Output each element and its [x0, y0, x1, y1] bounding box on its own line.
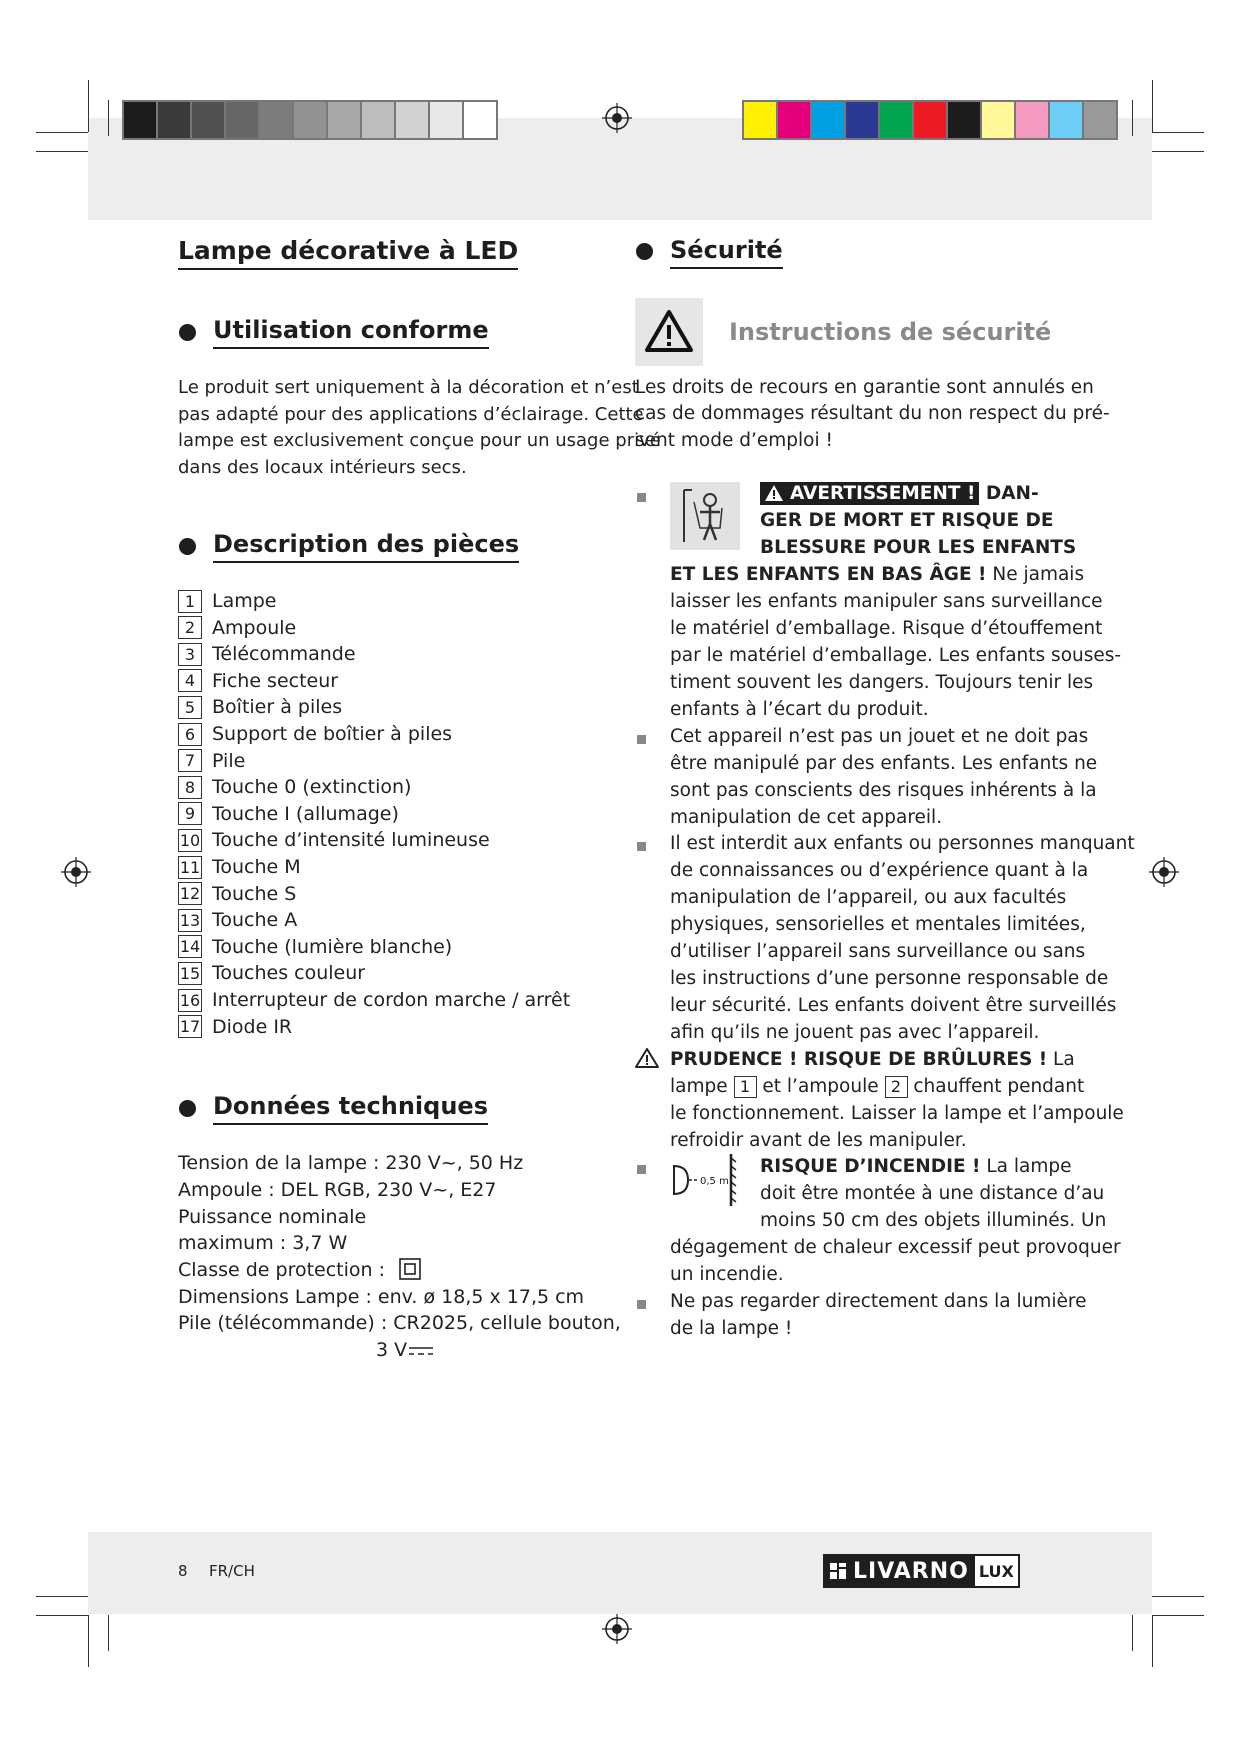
intro-line1: Les droits de recours en garantie sont annulés en: [635, 377, 1094, 398]
crop-mark: [88, 1615, 89, 1667]
brand-logo: [823, 1554, 1020, 1588]
part-label: Touche 0 (extinction): [212, 776, 412, 799]
parts-item: [178, 1015, 292, 1039]
forbidden-line2: de connaissances ou d’expérience quant à la: [670, 860, 1089, 881]
part-label: Touche S: [212, 882, 297, 905]
intro-line3: sent mode d’emploi !: [635, 430, 833, 451]
warning-rest3: par le matériel d’emballage. Les enfants souses-: [670, 645, 1122, 666]
safety-heading: Sécurité: [670, 236, 783, 269]
part-number-box: 6: [178, 723, 202, 746]
tech-ampoule: Ampoule : DEL RGB, 230 V~, E27: [178, 1179, 497, 1201]
parts-item: [178, 908, 297, 932]
caution-triangle-icon: [634, 1047, 660, 1069]
tech-pile-voltage: 3 V: [376, 1339, 408, 1361]
warning-rest1: laisser les enfants manipuler sans surveillance: [670, 591, 1103, 612]
fire-line1: RISQUE D’INCENDIE ! La lampe: [760, 1156, 1072, 1177]
burn-line4: refroidir avant de les manipuler.: [670, 1130, 967, 1151]
part-number-box: 14: [179, 937, 201, 957]
forbidden-line1: Il est interdit aux enfants ou personnes manquant: [670, 833, 1135, 854]
burn-line1: PRUDENCE ! RISQUE DE BRÛLURES ! La: [670, 1049, 1075, 1070]
crop-mark: [88, 80, 89, 132]
page-title: Lampe décorative à LED: [178, 236, 518, 270]
part-label: Touche M: [212, 856, 301, 878]
brand-suffix: LUX: [975, 1556, 1018, 1586]
registration-mark-bottom-icon: [602, 1614, 632, 1644]
color-bar: [742, 100, 1118, 140]
svg-text:0,5 m: 0,5 m: [700, 1176, 729, 1187]
part-label: Boîtier à piles: [212, 696, 343, 719]
crop-mark: [108, 100, 109, 136]
child-packaging-icon: [670, 482, 740, 550]
toy-line1: Cet appareil n’est pas un jouet et ne doit pas: [670, 726, 1089, 747]
fire-line5: un incendie.: [670, 1264, 784, 1285]
forbidden-line5: d’utiliser l’appareil sans surveillance ou sans: [670, 941, 1086, 962]
list-bullet: [637, 1165, 646, 1174]
forbidden-line7: leur sécurité. Les enfants doivent être surveillés: [670, 995, 1117, 1016]
tech-puissance-line1: Puissance nominale: [178, 1206, 367, 1228]
parts-item: [178, 802, 399, 826]
warning-tag: AVERTISSEMENT !: [760, 482, 979, 505]
fire-line4: dégagement de chaleur excessif peut provoquer: [670, 1237, 1121, 1258]
part-label: Télécommande: [212, 643, 356, 666]
part-number-box: 15: [179, 963, 201, 983]
part-number-box: 1: [178, 590, 202, 613]
usage-text: Le produit sert uniquement à la décoration et n’est pas adapté pour des applications d’éclairage. Cette lampe est exclusivement conçue pour un usage privé dans des locaux intérieurs secs.: [178, 377, 661, 478]
part-label: Touche d’intensité lumineuse: [212, 829, 490, 852]
crop-mark: [36, 132, 88, 133]
part-label: Lampe: [212, 590, 277, 612]
part-label: Interrupteur de cordon marche / arrêt: [212, 989, 571, 1011]
forbidden-line8: afin qu’ils ne jouent pas avec l’appareil.: [670, 1022, 1040, 1043]
forbidden-line6: les instructions d’une personne responsable de: [670, 968, 1109, 989]
part-number-box: 2: [178, 616, 202, 639]
ref-box-2: 2: [885, 1076, 908, 1098]
burn-line3: le fonctionnement. Laisser la lampe et l’ampoule: [670, 1103, 1124, 1124]
tech-puissance-line2: maximum : 3,7 W: [178, 1232, 348, 1254]
look-line1: Ne pas regarder directement dans la lumière: [670, 1291, 1087, 1312]
warning-rest2: le matériel d’emballage. Risque d’étouffement: [670, 618, 1103, 639]
parts-item: [178, 749, 245, 773]
list-bullet: [637, 735, 646, 744]
tech-classe-label: Classe de protection :: [178, 1259, 386, 1281]
warning-rest5: enfants à l’écart du produit.: [670, 699, 929, 720]
part-number-box: 9: [178, 802, 202, 825]
ref-box-1: 1: [734, 1076, 757, 1098]
forbidden-line4: physiques, sensorielles et mentales limitées,: [670, 914, 1086, 935]
language-code: FR/CH: [209, 1562, 255, 1580]
parts-heading: Description des pièces: [213, 530, 519, 563]
part-label: Touche (lumière blanche): [212, 935, 453, 958]
part-number-box: 17: [179, 1017, 201, 1037]
parts-item: [178, 722, 452, 746]
brand-mark-icon: [829, 1562, 847, 1580]
tech-tension: Tension de la lampe : 230 V~, 50 Hz: [178, 1152, 524, 1174]
tech-classe: [178, 1257, 421, 1284]
forbidden-line3: manipulation de l’appareil, ou aux facultés: [670, 887, 1067, 908]
parts-item: [178, 961, 365, 985]
tech-dimensions: Dimensions Lampe : env. ø 18,5 x 17,5 cm: [178, 1286, 585, 1308]
warning-line2: GER DE MORT ET RISQUE DE: [760, 510, 1054, 531]
part-label: Pile: [212, 749, 246, 772]
dc-symbol-icon: [408, 1344, 434, 1358]
crop-mark: [1152, 132, 1204, 133]
parts-item: [178, 828, 490, 852]
registration-mark-left-icon: [61, 857, 91, 887]
part-label: Touche A: [212, 909, 298, 932]
parts-item: [178, 855, 301, 879]
crop-mark: [1132, 100, 1133, 136]
part-number-box: 16: [179, 990, 201, 1010]
crop-mark: [1152, 1596, 1204, 1597]
parts-item: [178, 988, 570, 1012]
toy-line2: être manipulé par des enfants. Les enfants ne: [670, 753, 1098, 774]
crop-mark: [108, 1615, 109, 1651]
warning-line1: AVERTISSEMENT ! DAN-: [760, 481, 1039, 508]
part-label: Support de boîtier à piles: [212, 723, 453, 745]
part-number-box: 10: [179, 830, 201, 850]
part-number-box: 11: [179, 857, 201, 877]
list-bullet: [637, 842, 646, 851]
part-label: Diode IR: [212, 1015, 293, 1038]
instructions-title: Instructions de sécurité: [729, 318, 1052, 346]
part-label: Touches couleur: [212, 962, 366, 985]
distance-icon-box: [668, 1152, 738, 1208]
parts-item: [178, 589, 277, 613]
section-bullet: [636, 243, 653, 260]
part-number-box: 5: [178, 696, 202, 719]
list-bullet: [637, 1300, 646, 1309]
part-label: Ampoule: [212, 616, 297, 639]
warning-line4: ET LES ENFANTS EN BAS ÂGE ! Ne jamais: [670, 564, 1085, 585]
parts-item: [178, 775, 411, 799]
parts-item: [178, 642, 356, 666]
parts-item: [178, 616, 296, 640]
crop-mark: [1152, 151, 1204, 152]
parts-item: [178, 935, 452, 959]
part-label: Touche I (allumage): [212, 802, 399, 825]
warning-triangle-icon: [635, 298, 703, 366]
crop-mark: [36, 1596, 88, 1597]
tech-heading: Données techniques: [213, 1092, 488, 1125]
fire-line2: doit être montée à une distance d’au: [760, 1183, 1105, 1204]
section-bullet: [179, 538, 196, 555]
toy-line3: sont pas conscients des risques inhérents à la: [670, 780, 1097, 801]
parts-item: [178, 882, 296, 906]
page-number: 8: [178, 1562, 188, 1580]
usage-heading: Utilisation conforme: [213, 316, 489, 349]
tech-pile-line1: Pile (télécommande) : CR2025, cellule bouton,: [178, 1312, 621, 1334]
registration-mark-top-icon: [602, 103, 632, 133]
part-number-box: 4: [178, 669, 202, 692]
warning-rest4: timent souvent les dangers. Toujours tenir les: [670, 672, 1094, 693]
crop-mark: [36, 151, 88, 152]
part-label: Fiche secteur: [212, 669, 339, 692]
part-number-box: 12: [179, 884, 201, 904]
part-number-box: 7: [178, 749, 202, 772]
crop-mark: [1152, 1615, 1204, 1616]
protection-class-ii-icon: [399, 1258, 421, 1280]
section-bullet: [179, 324, 196, 341]
toy-line4: manipulation de cet appareil.: [670, 807, 943, 828]
part-number-box: 8: [178, 776, 202, 799]
warning-tag-triangle-icon: [764, 484, 784, 502]
grey-scale-bar: [122, 100, 498, 140]
parts-item: [178, 669, 338, 693]
crop-mark: [36, 1615, 88, 1616]
tech-pile-line2: [376, 1337, 434, 1364]
part-number-box: 3: [178, 643, 202, 666]
brand-name: LIVARNO: [853, 1558, 969, 1584]
list-bullet: [637, 493, 646, 502]
crop-mark: [1132, 1615, 1133, 1651]
distance-icon: [668, 1152, 738, 1208]
burn-line2: lampe 1 et l’ampoule 2 chauffent pendant: [670, 1076, 1085, 1097]
look-line2: de la lampe !: [670, 1318, 793, 1339]
intro-line2: cas de dommages résultant du non respect du pré-: [635, 403, 1110, 424]
child-warning-icon-box: [670, 482, 740, 550]
instructions-icon-box: [635, 298, 703, 366]
registration-mark-right-icon: [1149, 857, 1179, 887]
crop-mark: [1152, 80, 1153, 132]
fire-line3: moins 50 cm des objets illuminés. Un: [760, 1210, 1107, 1231]
warning-line3: BLESSURE POUR LES ENFANTS: [760, 537, 1077, 558]
crop-mark: [1152, 1615, 1153, 1667]
section-bullet: [179, 1100, 196, 1117]
parts-item: [178, 695, 342, 719]
part-number-box: 13: [179, 910, 201, 930]
